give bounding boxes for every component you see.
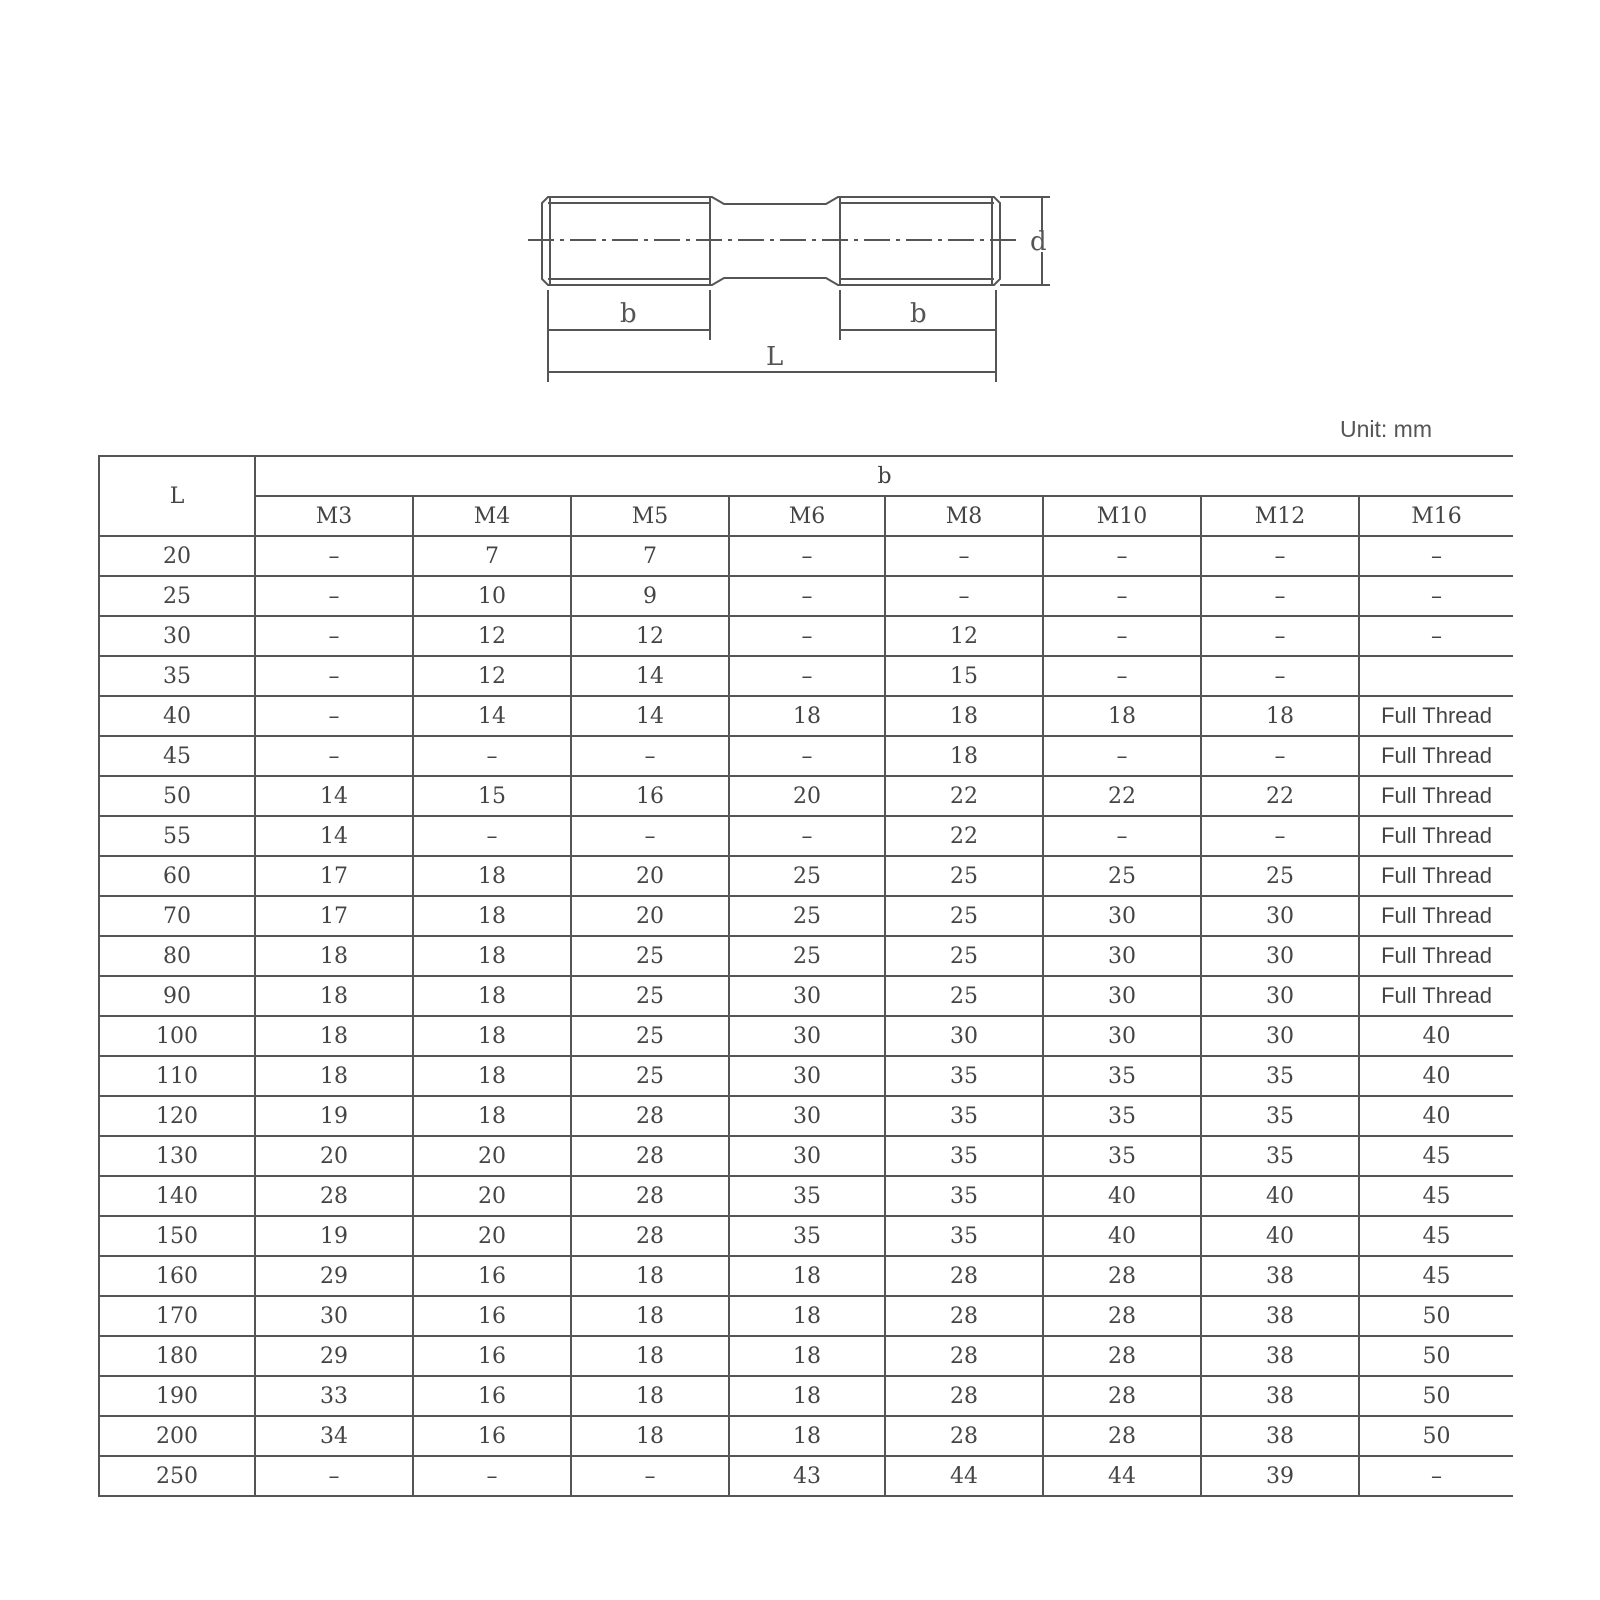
group-header-b: b xyxy=(255,456,1513,496)
table-row xyxy=(99,736,1513,776)
thread-length-cell: 25 xyxy=(729,856,885,896)
thread-length-cell: 18 xyxy=(571,1296,729,1336)
thread-length-cell: 39 xyxy=(1201,1456,1359,1496)
thread-length-cell: 18 xyxy=(571,1256,729,1296)
thread-length-cell: Full Thread xyxy=(1359,816,1513,856)
thread-length-cell: – xyxy=(885,576,1043,616)
thread-length-cell: – xyxy=(255,1456,413,1496)
table-row xyxy=(99,896,1513,936)
thread-length-cell: 30 xyxy=(1043,896,1201,936)
thread-length-cell: 30 xyxy=(1043,976,1201,1016)
length-cell: 190 xyxy=(99,1376,255,1416)
b-left-label: b xyxy=(620,299,637,329)
length-cell: 100 xyxy=(99,1016,255,1056)
table-row xyxy=(99,856,1513,896)
thread-length-cell: 18 xyxy=(885,696,1043,736)
table-row xyxy=(99,616,1513,656)
thread-length-cell: 40 xyxy=(1043,1176,1201,1216)
thread-length-cell: 20 xyxy=(255,1136,413,1176)
thread-length-cell: 40 xyxy=(1359,1016,1513,1056)
thread-length-cell: 35 xyxy=(1201,1136,1359,1176)
thread-length-cell: 35 xyxy=(1201,1096,1359,1136)
table-row xyxy=(99,1456,1513,1496)
length-cell: 35 xyxy=(99,656,255,696)
thread-length-cell: 38 xyxy=(1201,1336,1359,1376)
thread-length-cell: 30 xyxy=(1043,936,1201,976)
thread-length-cell: Full Thread xyxy=(1359,896,1513,936)
thread-length-cell: 18 xyxy=(255,1016,413,1056)
thread-length-cell: 16 xyxy=(413,1296,571,1336)
thread-length-cell: 18 xyxy=(1201,696,1359,736)
table-row xyxy=(99,696,1513,736)
table-row xyxy=(99,1216,1513,1256)
column-header: M3 xyxy=(255,496,413,536)
thread-length-cell: Full Thread xyxy=(1359,976,1513,1016)
thread-length-cell: 38 xyxy=(1201,1376,1359,1416)
thread-length-cell: 35 xyxy=(885,1176,1043,1216)
thread-length-cell: 15 xyxy=(413,776,571,816)
column-header: M6 xyxy=(729,496,885,536)
thread-length-cell: – xyxy=(255,736,413,776)
thread-length-cell: – xyxy=(413,816,571,856)
thread-length-cell: – xyxy=(571,816,729,856)
thread-length-cell: – xyxy=(1359,1456,1513,1496)
thread-length-cell: 28 xyxy=(1043,1336,1201,1376)
thread-length-cell: 28 xyxy=(1043,1376,1201,1416)
thread-length-cell: 12 xyxy=(413,656,571,696)
length-cell: 160 xyxy=(99,1256,255,1296)
column-header: M16 xyxy=(1359,496,1513,536)
thread-length-cell: 43 xyxy=(729,1456,885,1496)
thread-length-cell: 22 xyxy=(885,776,1043,816)
thread-length-cell: 18 xyxy=(729,1256,885,1296)
thread-length-cell: 25 xyxy=(571,936,729,976)
thread-length-cell: – xyxy=(729,816,885,856)
length-cell: 120 xyxy=(99,1096,255,1136)
thread-length-cell: 30 xyxy=(1043,1016,1201,1056)
spec-table xyxy=(98,455,1513,1497)
thread-length-cell: Full Thread xyxy=(1359,776,1513,816)
thread-length-cell: 22 xyxy=(1201,776,1359,816)
length-label: L xyxy=(766,342,784,372)
b-right-label: b xyxy=(910,299,927,329)
thread-length-cell: 25 xyxy=(571,1056,729,1096)
table-row xyxy=(99,1296,1513,1336)
thread-length-cell: 45 xyxy=(1359,1176,1513,1216)
length-cell: 40 xyxy=(99,696,255,736)
thread-length-cell: 14 xyxy=(413,696,571,736)
thread-length-cell: 18 xyxy=(413,1096,571,1136)
thread-length-cell: Full Thread xyxy=(1359,696,1513,736)
thread-length-cell: 30 xyxy=(729,1016,885,1056)
thread-length-cell: 18 xyxy=(413,1056,571,1096)
thread-length-cell: 12 xyxy=(413,616,571,656)
thread-length-cell: – xyxy=(413,1456,571,1496)
thread-length-cell: 40 xyxy=(1201,1176,1359,1216)
thread-length-cell: 28 xyxy=(885,1376,1043,1416)
length-cell: 20 xyxy=(99,536,255,576)
thread-length-cell: 22 xyxy=(1043,776,1201,816)
table-row xyxy=(99,1096,1513,1136)
thread-length-cell: 28 xyxy=(571,1176,729,1216)
thread-length-cell: – xyxy=(1043,816,1201,856)
table-row xyxy=(99,1336,1513,1376)
length-cell: 30 xyxy=(99,616,255,656)
thread-length-cell: 35 xyxy=(1201,1056,1359,1096)
thread-length-cell: 38 xyxy=(1201,1416,1359,1456)
thread-length-cell: 30 xyxy=(1201,976,1359,1016)
thread-length-cell: 16 xyxy=(413,1376,571,1416)
thread-length-cell: 28 xyxy=(885,1256,1043,1296)
thread-length-cell: 18 xyxy=(413,1016,571,1056)
length-cell: 80 xyxy=(99,936,255,976)
thread-length-cell: 25 xyxy=(885,896,1043,936)
thread-length-cell: 20 xyxy=(571,896,729,936)
thread-length-cell: 14 xyxy=(255,776,413,816)
thread-length-cell: – xyxy=(1201,616,1359,656)
table-row xyxy=(99,1016,1513,1056)
thread-length-cell: 30 xyxy=(1201,1016,1359,1056)
thread-length-cell: 28 xyxy=(1043,1416,1201,1456)
thread-length-cell: 35 xyxy=(729,1216,885,1256)
thread-length-cell: 22 xyxy=(885,816,1043,856)
thread-length-cell: 18 xyxy=(1043,696,1201,736)
length-cell: 60 xyxy=(99,856,255,896)
thread-length-cell: 20 xyxy=(729,776,885,816)
thread-length-cell: 28 xyxy=(255,1176,413,1216)
table-row xyxy=(99,1176,1513,1216)
thread-length-cell: Full Thread xyxy=(1359,936,1513,976)
table-row xyxy=(99,1376,1513,1416)
thread-length-cell: 18 xyxy=(729,1416,885,1456)
thread-length-cell: Full Thread xyxy=(1359,856,1513,896)
row-header-l: L xyxy=(99,456,255,536)
length-cell: 140 xyxy=(99,1176,255,1216)
table-row xyxy=(99,936,1513,976)
thread-length-cell: 29 xyxy=(255,1336,413,1376)
thread-length-cell: 40 xyxy=(1201,1216,1359,1256)
thread-length-cell: 18 xyxy=(571,1416,729,1456)
length-cell: 180 xyxy=(99,1336,255,1376)
column-header: M5 xyxy=(571,496,729,536)
thread-length-cell: 30 xyxy=(255,1296,413,1336)
thread-length-cell: 20 xyxy=(413,1216,571,1256)
length-cell: 25 xyxy=(99,576,255,616)
unit-label: Unit: mm xyxy=(1340,416,1432,442)
thread-length-cell: – xyxy=(255,616,413,656)
thread-length-cell: 50 xyxy=(1359,1376,1513,1416)
thread-length-cell: – xyxy=(1201,816,1359,856)
thread-length-cell: 50 xyxy=(1359,1296,1513,1336)
thread-length-cell: 25 xyxy=(729,896,885,936)
length-cell: 150 xyxy=(99,1216,255,1256)
thread-length-cell: 38 xyxy=(1201,1296,1359,1336)
thread-length-cell: 10 xyxy=(413,576,571,616)
thread-length-cell: 50 xyxy=(1359,1336,1513,1376)
thread-length-cell: 14 xyxy=(255,816,413,856)
thread-length-cell: – xyxy=(1201,536,1359,576)
thread-length-cell: 19 xyxy=(255,1216,413,1256)
thread-length-cell: – xyxy=(413,736,571,776)
thread-length-cell: – xyxy=(1043,736,1201,776)
thread-length-cell: 20 xyxy=(413,1176,571,1216)
thread-length-cell: 30 xyxy=(885,1016,1043,1056)
thread-length-cell: Full Thread xyxy=(1359,736,1513,776)
column-header: M4 xyxy=(413,496,571,536)
thread-length-cell: – xyxy=(1201,576,1359,616)
thread-length-cell: 18 xyxy=(255,1056,413,1096)
thread-length-cell: – xyxy=(885,536,1043,576)
thread-length-cell: 14 xyxy=(571,696,729,736)
thread-length-cell xyxy=(1359,656,1513,696)
thread-length-cell: 35 xyxy=(1043,1136,1201,1176)
thread-length-cell: – xyxy=(1043,616,1201,656)
thread-length-cell: 35 xyxy=(885,1056,1043,1096)
thread-length-cell: 18 xyxy=(413,856,571,896)
thread-length-cell: 28 xyxy=(1043,1256,1201,1296)
thread-length-cell: 18 xyxy=(413,896,571,936)
thread-length-cell: 16 xyxy=(571,776,729,816)
table-row xyxy=(99,816,1513,856)
thread-length-cell: 25 xyxy=(571,976,729,1016)
thread-length-cell: 28 xyxy=(885,1336,1043,1376)
thread-length-cell: 35 xyxy=(885,1136,1043,1176)
thread-length-cell: – xyxy=(729,736,885,776)
table-row xyxy=(99,656,1513,696)
thread-length-cell: 20 xyxy=(413,1136,571,1176)
thread-length-cell: 30 xyxy=(729,976,885,1016)
length-cell: 130 xyxy=(99,1136,255,1176)
table-body xyxy=(99,536,1513,1496)
thread-length-cell: – xyxy=(729,536,885,576)
thread-length-cell: 30 xyxy=(729,1056,885,1096)
thread-length-cell: 18 xyxy=(571,1376,729,1416)
table-row xyxy=(99,1136,1513,1176)
thread-length-cell: 25 xyxy=(1201,856,1359,896)
length-cell: 50 xyxy=(99,776,255,816)
thread-length-cell: 18 xyxy=(571,1336,729,1376)
thread-length-cell: – xyxy=(1359,536,1513,576)
thread-length-cell: 7 xyxy=(413,536,571,576)
thread-length-cell: 40 xyxy=(1359,1056,1513,1096)
column-header: M8 xyxy=(885,496,1043,536)
thread-length-cell: 40 xyxy=(1359,1096,1513,1136)
thread-length-cell: 17 xyxy=(255,856,413,896)
thread-length-cell: 35 xyxy=(885,1096,1043,1136)
thread-length-cell: 30 xyxy=(1201,896,1359,936)
thread-length-cell: – xyxy=(1043,576,1201,616)
table-row xyxy=(99,536,1513,576)
thread-length-cell: 35 xyxy=(885,1216,1043,1256)
column-header: M10 xyxy=(1043,496,1201,536)
thread-length-cell: 16 xyxy=(413,1416,571,1456)
thread-length-cell: – xyxy=(729,616,885,656)
thread-length-cell: 20 xyxy=(571,856,729,896)
thread-length-cell: 29 xyxy=(255,1256,413,1296)
thread-length-cell: 18 xyxy=(729,696,885,736)
length-cell: 70 xyxy=(99,896,255,936)
thread-length-cell: 16 xyxy=(413,1336,571,1376)
thread-length-cell: 18 xyxy=(413,936,571,976)
thread-length-cell: 9 xyxy=(571,576,729,616)
thread-length-cell: 18 xyxy=(729,1296,885,1336)
length-cell: 250 xyxy=(99,1456,255,1496)
length-cell: 110 xyxy=(99,1056,255,1096)
thread-length-cell: 44 xyxy=(1043,1456,1201,1496)
column-header: M12 xyxy=(1201,496,1359,536)
thread-length-cell: 40 xyxy=(1043,1216,1201,1256)
length-cell: 90 xyxy=(99,976,255,1016)
thread-length-cell: 38 xyxy=(1201,1256,1359,1296)
thread-length-cell: – xyxy=(1201,736,1359,776)
thread-length-cell: 25 xyxy=(885,856,1043,896)
thread-length-cell: 25 xyxy=(1043,856,1201,896)
table-row xyxy=(99,1256,1513,1296)
thread-length-cell: 45 xyxy=(1359,1256,1513,1296)
thread-length-cell: – xyxy=(1201,656,1359,696)
table-row xyxy=(99,976,1513,1016)
thread-length-cell: 7 xyxy=(571,536,729,576)
length-cell: 170 xyxy=(99,1296,255,1336)
thread-length-cell: 28 xyxy=(571,1096,729,1136)
column-header-row xyxy=(99,496,1513,536)
thread-length-cell: 28 xyxy=(571,1136,729,1176)
thread-length-cell: 45 xyxy=(1359,1136,1513,1176)
stud-bolt-diagram xyxy=(0,0,1600,420)
thread-length-cell: – xyxy=(1359,616,1513,656)
thread-length-cell: 35 xyxy=(1043,1096,1201,1136)
thread-length-cell: – xyxy=(729,576,885,616)
table-row xyxy=(99,1056,1513,1096)
thread-length-cell: – xyxy=(571,1456,729,1496)
thread-length-cell: 25 xyxy=(729,936,885,976)
thread-length-cell: 30 xyxy=(729,1136,885,1176)
thread-length-cell: – xyxy=(1043,536,1201,576)
thread-length-cell: 18 xyxy=(729,1376,885,1416)
thread-length-cell: 18 xyxy=(729,1336,885,1376)
length-cell: 200 xyxy=(99,1416,255,1456)
thread-length-cell: 28 xyxy=(571,1216,729,1256)
thread-length-cell: 25 xyxy=(885,936,1043,976)
thread-length-cell: 30 xyxy=(729,1096,885,1136)
thread-length-cell: 17 xyxy=(255,896,413,936)
thread-length-cell: – xyxy=(255,576,413,616)
length-cell: 45 xyxy=(99,736,255,776)
thread-length-cell: 33 xyxy=(255,1376,413,1416)
thread-length-cell: 18 xyxy=(413,976,571,1016)
thread-length-cell: – xyxy=(729,656,885,696)
thread-length-cell: 28 xyxy=(885,1416,1043,1456)
thread-length-cell: 15 xyxy=(885,656,1043,696)
table-row xyxy=(99,1416,1513,1456)
thread-length-cell: 28 xyxy=(1043,1296,1201,1336)
thread-length-cell: 25 xyxy=(885,976,1043,1016)
table-row xyxy=(99,776,1513,816)
thread-length-cell: 35 xyxy=(729,1176,885,1216)
thread-length-cell: 44 xyxy=(885,1456,1043,1496)
thread-length-cell: – xyxy=(255,696,413,736)
thread-length-cell: 50 xyxy=(1359,1416,1513,1456)
thread-length-cell: 18 xyxy=(885,736,1043,776)
thread-length-cell: – xyxy=(571,736,729,776)
thread-length-cell: 35 xyxy=(1043,1056,1201,1096)
thread-length-cell: 18 xyxy=(255,936,413,976)
table-row xyxy=(99,576,1513,616)
thread-length-cell: 12 xyxy=(571,616,729,656)
thread-length-cell: – xyxy=(255,656,413,696)
thread-length-cell: 30 xyxy=(1201,936,1359,976)
thread-length-cell: 12 xyxy=(885,616,1043,656)
thread-length-cell: 16 xyxy=(413,1256,571,1296)
thread-length-cell: 18 xyxy=(255,976,413,1016)
thread-length-cell: 25 xyxy=(571,1016,729,1056)
thread-length-cell: 28 xyxy=(885,1296,1043,1336)
thread-length-cell: – xyxy=(1359,576,1513,616)
thread-length-cell: – xyxy=(255,536,413,576)
thread-length-cell: 19 xyxy=(255,1096,413,1136)
thread-length-cell: 14 xyxy=(571,656,729,696)
thread-length-cell: – xyxy=(1043,656,1201,696)
diameter-label: d xyxy=(1030,227,1047,257)
length-cell: 55 xyxy=(99,816,255,856)
thread-length-cell: 34 xyxy=(255,1416,413,1456)
thread-length-cell: 45 xyxy=(1359,1216,1513,1256)
